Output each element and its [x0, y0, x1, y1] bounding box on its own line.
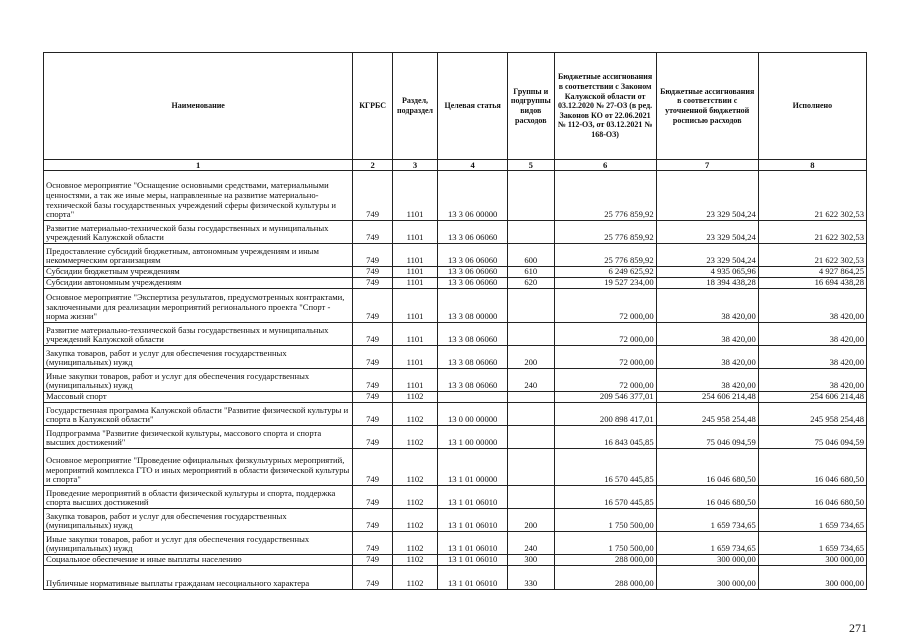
law-amount-cell: 72 000,00: [554, 346, 656, 369]
kgrbs-cell: 749: [353, 289, 392, 323]
table-row: [44, 566, 867, 590]
refined-amount-cell: 38 420,00: [656, 323, 758, 346]
target-article-cell: 13 0 00 00000: [438, 403, 508, 426]
law-amount-cell: 16 570 445,85: [554, 449, 656, 486]
section-cell: 1102: [392, 449, 437, 486]
col-header-name: Наименование: [44, 53, 353, 160]
col-header-target: Целевая статья: [438, 53, 508, 160]
target-article-cell: 13 1 01 06010: [438, 486, 508, 509]
refined-amount-cell: 75 046 094,59: [656, 426, 758, 449]
header-row: [44, 53, 867, 160]
expense-group-cell: 330: [508, 566, 555, 590]
section-cell: 1102: [392, 486, 437, 509]
law-amount-cell: 25 776 859,92: [554, 171, 656, 221]
kgrbs-cell: 749: [353, 392, 392, 403]
refined-amount-cell: 38 420,00: [656, 369, 758, 392]
refined-amount-cell: 18 394 438,28: [656, 278, 758, 289]
row-name-cell: Основное мероприятие "Оснащение основными средствами, материальными ценностями, а так же иные меры, направленные на развитие материально-технической базы государственных учреждений сферы физической культуры и спорта": [44, 171, 353, 221]
target-article-cell: 13 1 01 06010: [438, 566, 508, 590]
target-article-cell: 13 3 06 06060: [438, 244, 508, 267]
executed-amount-cell: 300 000,00: [758, 555, 866, 566]
kgrbs-cell: 749: [353, 449, 392, 486]
executed-amount-cell: 21 622 302,53: [758, 171, 866, 221]
executed-amount-cell: 75 046 094,59: [758, 426, 866, 449]
expense-group-cell: 200: [508, 346, 555, 369]
row-name-cell: Иные закупки товаров, работ и услуг для обеспечения государственных (муниципальных) нужд: [44, 369, 353, 392]
target-article-cell: 13 3 06 06060: [438, 267, 508, 278]
row-name-cell: Закупка товаров, работ и услуг для обеспечения государственных (муниципальных) нужд: [44, 346, 353, 369]
kgrbs-cell: 749: [353, 403, 392, 426]
kgrbs-cell: 749: [353, 278, 392, 289]
executed-amount-cell: 38 420,00: [758, 369, 866, 392]
column-number: 3: [392, 160, 437, 171]
refined-amount-cell: 4 935 065,96: [656, 267, 758, 278]
target-article-cell: [438, 392, 508, 403]
table-body: [44, 171, 867, 590]
column-number: 4: [438, 160, 508, 171]
refined-amount-cell: 1 659 734,65: [656, 509, 758, 532]
table-row: [44, 278, 867, 289]
table-row: [44, 171, 867, 221]
target-article-cell: 13 1 01 06010: [438, 532, 508, 555]
law-amount-cell: 16 843 045,85: [554, 426, 656, 449]
target-article-cell: 13 1 01 06010: [438, 555, 508, 566]
expense-group-cell: 610: [508, 267, 555, 278]
refined-amount-cell: 1 659 734,65: [656, 532, 758, 555]
law-amount-cell: 72 000,00: [554, 369, 656, 392]
table-row: [44, 346, 867, 369]
expense-group-cell: [508, 486, 555, 509]
section-cell: 1102: [392, 426, 437, 449]
law-amount-cell: 209 546 377,01: [554, 392, 656, 403]
section-cell: 1102: [392, 392, 437, 403]
law-amount-cell: 72 000,00: [554, 323, 656, 346]
law-amount-cell: 288 000,00: [554, 566, 656, 590]
executed-amount-cell: 254 606 214,48: [758, 392, 866, 403]
section-cell: 1101: [392, 171, 437, 221]
section-cell: 1102: [392, 555, 437, 566]
row-name-cell: Развитие материально-технической базы государственных и муниципальных учреждений Калужской области: [44, 323, 353, 346]
law-amount-cell: 16 570 445,85: [554, 486, 656, 509]
kgrbs-cell: 749: [353, 555, 392, 566]
target-article-cell: 13 3 06 06060: [438, 278, 508, 289]
table-row: [44, 392, 867, 403]
col-header-executed: Исполнено: [758, 53, 866, 160]
expense-group-cell: 600: [508, 244, 555, 267]
law-amount-cell: 288 000,00: [554, 555, 656, 566]
kgrbs-cell: 749: [353, 532, 392, 555]
kgrbs-cell: 749: [353, 346, 392, 369]
executed-amount-cell: 1 659 734,65: [758, 532, 866, 555]
kgrbs-cell: 749: [353, 486, 392, 509]
executed-amount-cell: 300 000,00: [758, 566, 866, 590]
expense-group-cell: [508, 289, 555, 323]
row-name-cell: Иные закупки товаров, работ и услуг для обеспечения государственных (муниципальных) нужд: [44, 532, 353, 555]
section-cell: 1102: [392, 566, 437, 590]
row-name-cell: Основное мероприятие "Экспертиза результатов, предусмотренных контрактами, заключенными для реализации мероприятий регионального проекта "Спорт - норма жизни": [44, 289, 353, 323]
table-row: [44, 244, 867, 267]
expense-group-cell: [508, 449, 555, 486]
target-article-cell: 13 1 01 06010: [438, 509, 508, 532]
col-header-groups: Группы и подгруппы видов расходов: [508, 53, 555, 160]
kgrbs-cell: 749: [353, 509, 392, 532]
law-amount-cell: 6 249 625,92: [554, 267, 656, 278]
table-row: [44, 369, 867, 392]
executed-amount-cell: 38 420,00: [758, 289, 866, 323]
expense-group-cell: [508, 426, 555, 449]
expense-group-cell: [508, 323, 555, 346]
target-article-cell: 13 3 08 06060: [438, 369, 508, 392]
budget-table: [43, 52, 867, 590]
col-header-law: Бюджетные ассигнования в соответствии с Законом Калужской области от 03.12.2020 № 27-ОЗ (в ред. Законов КО от 22.06.2021 № 112-ОЗ, от 03.12.2021 № 168-ОЗ): [554, 53, 656, 160]
executed-amount-cell: 245 958 254,48: [758, 403, 866, 426]
table-row: [44, 403, 867, 426]
expense-group-cell: 300: [508, 555, 555, 566]
section-cell: 1101: [392, 346, 437, 369]
table-row: [44, 289, 867, 323]
section-cell: 1102: [392, 509, 437, 532]
refined-amount-cell: 254 606 214,48: [656, 392, 758, 403]
row-name-cell: Основное мероприятие "Проведение официальных физкультурных мероприятий, мероприятий комплекса ГТО и иных мероприятий в области физической культуры и спорта": [44, 449, 353, 486]
row-name-cell: Подпрограмма "Развитие физической культуры, массового спорта и спорта высших достижений": [44, 426, 353, 449]
kgrbs-cell: 749: [353, 566, 392, 590]
executed-amount-cell: 16 046 680,50: [758, 486, 866, 509]
law-amount-cell: 1 750 500,00: [554, 509, 656, 532]
section-cell: 1101: [392, 323, 437, 346]
executed-amount-cell: 38 420,00: [758, 323, 866, 346]
row-name-cell: Субсидии бюджетным учреждениям: [44, 267, 353, 278]
row-name-cell: Субсидии автономным учреждениям: [44, 278, 353, 289]
expense-group-cell: 620: [508, 278, 555, 289]
refined-amount-cell: 23 329 504,24: [656, 221, 758, 244]
target-article-cell: 13 3 08 06060: [438, 346, 508, 369]
law-amount-cell: 1 750 500,00: [554, 532, 656, 555]
section-cell: 1101: [392, 221, 437, 244]
section-cell: 1102: [392, 532, 437, 555]
kgrbs-cell: 749: [353, 221, 392, 244]
table-row: [44, 509, 867, 532]
table-row: [44, 555, 867, 566]
section-cell: 1101: [392, 289, 437, 323]
law-amount-cell: 25 776 859,92: [554, 221, 656, 244]
expense-group-cell: [508, 171, 555, 221]
refined-amount-cell: 300 000,00: [656, 566, 758, 590]
column-number: 8: [758, 160, 866, 171]
table-row: [44, 323, 867, 346]
row-name-cell: Социальное обеспечение и иные выплаты населению: [44, 555, 353, 566]
law-amount-cell: 72 000,00: [554, 289, 656, 323]
refined-amount-cell: 300 000,00: [656, 555, 758, 566]
table-row: [44, 532, 867, 555]
refined-amount-cell: 16 046 680,50: [656, 449, 758, 486]
target-article-cell: 13 1 01 00000: [438, 449, 508, 486]
executed-amount-cell: 21 622 302,53: [758, 221, 866, 244]
page-number: 271: [849, 621, 867, 635]
section-cell: 1101: [392, 369, 437, 392]
kgrbs-cell: 749: [353, 171, 392, 221]
expense-group-cell: [508, 221, 555, 244]
column-number: 6: [554, 160, 656, 171]
executed-amount-cell: 21 622 302,53: [758, 244, 866, 267]
column-number-row: [44, 160, 867, 171]
expense-group-cell: [508, 392, 555, 403]
kgrbs-cell: 749: [353, 426, 392, 449]
target-article-cell: 13 3 06 00000: [438, 171, 508, 221]
kgrbs-cell: 749: [353, 369, 392, 392]
law-amount-cell: 19 527 234,00: [554, 278, 656, 289]
table-row: [44, 449, 867, 486]
column-number: 5: [508, 160, 555, 171]
row-name-cell: Закупка товаров, работ и услуг для обеспечения государственных (муниципальных) нужд: [44, 509, 353, 532]
row-name-cell: Государственная программа Калужской области "Развитие физической культуры и спорта в Калужской области": [44, 403, 353, 426]
kgrbs-cell: 749: [353, 323, 392, 346]
executed-amount-cell: 16 694 438,28: [758, 278, 866, 289]
col-header-refined: Бюджетные ассигнования в соответствии с уточненной бюджетной росписью расходов: [656, 53, 758, 160]
section-cell: 1101: [392, 244, 437, 267]
col-header-kgrbs: КГРБС: [353, 53, 392, 160]
column-number: 7: [656, 160, 758, 171]
expense-group-cell: 240: [508, 369, 555, 392]
kgrbs-cell: 749: [353, 244, 392, 267]
table-row: [44, 267, 867, 278]
executed-amount-cell: 16 046 680,50: [758, 449, 866, 486]
row-name-cell: Предоставление субсидий бюджетным, автономным учреждениям и иным некоммерческим организациям: [44, 244, 353, 267]
target-article-cell: 13 3 08 06060: [438, 323, 508, 346]
executed-amount-cell: 4 927 864,25: [758, 267, 866, 278]
col-header-section: Раздел, подраздел: [392, 53, 437, 160]
expense-group-cell: 240: [508, 532, 555, 555]
table-row: [44, 221, 867, 244]
refined-amount-cell: 38 420,00: [656, 289, 758, 323]
row-name-cell: Массовый спорт: [44, 392, 353, 403]
target-article-cell: 13 1 00 00000: [438, 426, 508, 449]
section-cell: 1102: [392, 403, 437, 426]
section-cell: 1101: [392, 278, 437, 289]
column-number: 1: [44, 160, 353, 171]
executed-amount-cell: 38 420,00: [758, 346, 866, 369]
law-amount-cell: 200 898 417,01: [554, 403, 656, 426]
refined-amount-cell: 23 329 504,24: [656, 171, 758, 221]
refined-amount-cell: 245 958 254,48: [656, 403, 758, 426]
row-name-cell: Публичные нормативные выплаты гражданам несоциального характера: [44, 566, 353, 590]
executed-amount-cell: 1 659 734,65: [758, 509, 866, 532]
column-number: 2: [353, 160, 392, 171]
kgrbs-cell: 749: [353, 267, 392, 278]
expense-group-cell: [508, 403, 555, 426]
expense-group-cell: 200: [508, 509, 555, 532]
row-name-cell: Проведение мероприятий в области физической культуры и спорта, поддержка спорта высших достижений: [44, 486, 353, 509]
table-row: [44, 486, 867, 509]
refined-amount-cell: 38 420,00: [656, 346, 758, 369]
target-article-cell: 13 3 08 00000: [438, 289, 508, 323]
table-row: [44, 426, 867, 449]
refined-amount-cell: 16 046 680,50: [656, 486, 758, 509]
row-name-cell: Развитие материально-технической базы государственных и муниципальных учреждений Калужской области: [44, 221, 353, 244]
refined-amount-cell: 23 329 504,24: [656, 244, 758, 267]
target-article-cell: 13 3 06 06060: [438, 221, 508, 244]
law-amount-cell: 25 776 859,92: [554, 244, 656, 267]
section-cell: 1101: [392, 267, 437, 278]
